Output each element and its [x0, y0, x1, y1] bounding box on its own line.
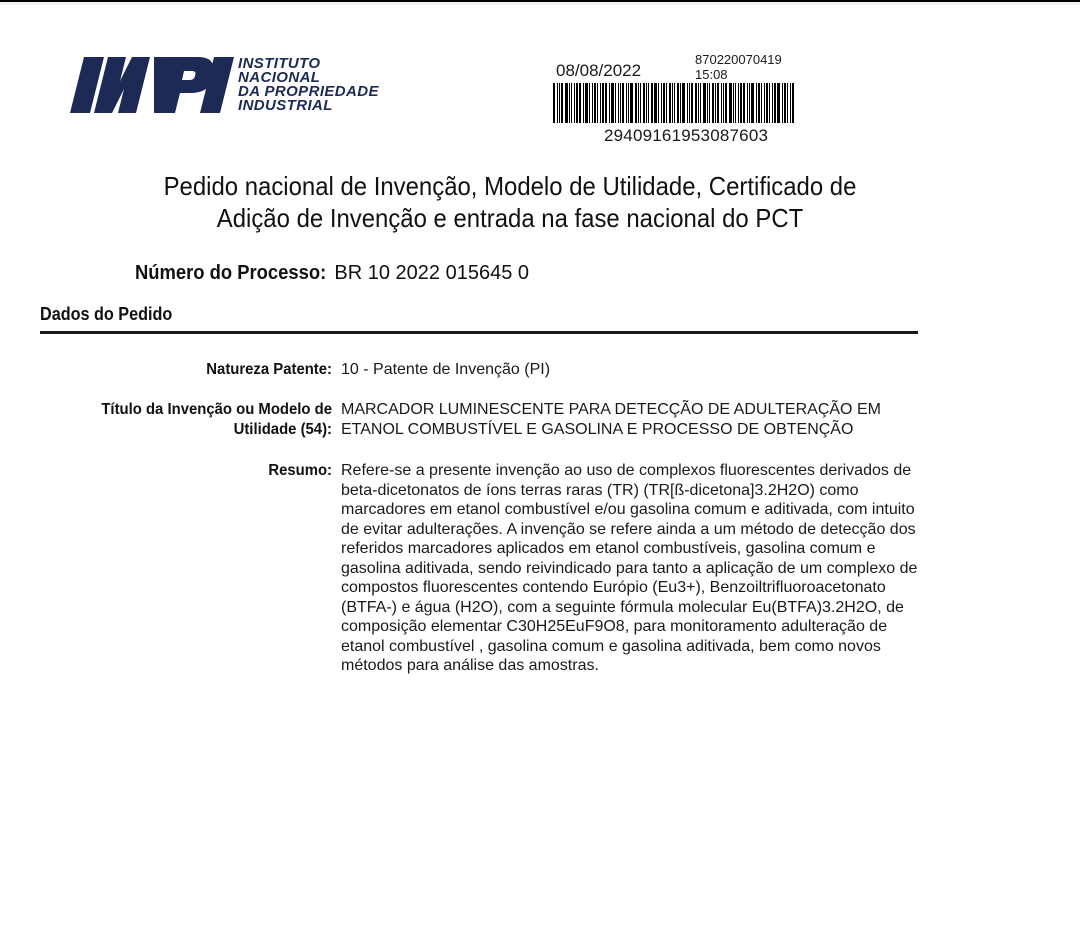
field-value: 10 - Patente de Invenção (PI)	[341, 361, 551, 378]
field-label-line-1: Título da Invenção ou Modelo de	[101, 401, 332, 418]
document-title	[78, 170, 943, 234]
field-natureza-patente	[40, 360, 920, 380]
logo-line-1: INSTITUTO	[238, 55, 321, 72]
logo-line-4: INDUSTRIAL	[238, 97, 333, 114]
logo-line-2: NACIONAL	[238, 69, 321, 86]
inpi-logo-mark-icon	[70, 53, 234, 117]
section-divider	[40, 331, 918, 334]
field-label-line-2: Utilidade (54):	[233, 420, 332, 438]
barcode-icon	[553, 83, 829, 123]
field-label: Resumo:	[268, 462, 332, 479]
logo-line-3: DA PROPRIEDADE	[238, 83, 379, 100]
process-number-row	[135, 262, 529, 285]
inpi-logo-text	[238, 57, 379, 113]
document-title-line-2: Adição de Invenção e entrada na fase nacional do PCT	[216, 203, 804, 233]
field-value: MARCADOR LUMINESCENTE PARA DETECÇÃO DE ADULTERAÇÃO EM ETANOL COMBUSTÍVEL E GASOLINA E PROCESSO DE OBTENÇÃO	[341, 401, 881, 438]
top-border-shadow	[0, 2, 1080, 5]
section-title: Dados do Pedido	[40, 304, 173, 324]
field-resumo	[40, 461, 920, 676]
document-title-line-1: Pedido nacional de Invenção, Modelo de Utilidade, Certificado de	[163, 171, 857, 201]
field-label	[60, 400, 332, 439]
stamp-protocol	[695, 52, 782, 82]
barcode-number: 29409161953087603	[604, 126, 769, 145]
field-titulo-invencao	[40, 400, 920, 439]
process-number-label: Número do Processo:	[135, 262, 327, 284]
stamp-time: 15:08	[695, 67, 728, 82]
inpi-logo	[70, 50, 379, 120]
stamp-date: 08/08/2022	[556, 61, 642, 80]
field-label: Natureza Patente:	[206, 361, 332, 378]
process-number-value: BR 10 2022 015645 0	[334, 262, 529, 284]
stamp-protocol-id: 870220070419	[695, 52, 782, 67]
field-value: Refere-se a presente invenção ao uso de complexos fluorescentes derivados de beta-dicetonatos de íons terras raras (TR) (TR[ß-dicetona]3.2H2O) como marcadores em etanol combustível e/ou gasolina comum e aditivada, com intuito de evitar adulterações. A invenção se refere ainda a um método de detecção dos referidos marcadores aplicados em etanol combustíveis, gasolina comum e gasolina aditivada, sendo reivindicado para tanto a aplicação de um complexo de compostos fluorescentes contendo Európio (Eu3+), Benzoiltrifluoroacetonato (BTFA-) e água (H2O), com a seguinte fórmula molecular Eu(BTFA)3.2H2O, de composição elementar C30H25EuF9O8, para monitoramento adulteração de etanol combustível , gasolina comum e gasolina aditivada, bem como novos métodos para análise das amostras.	[341, 462, 918, 674]
